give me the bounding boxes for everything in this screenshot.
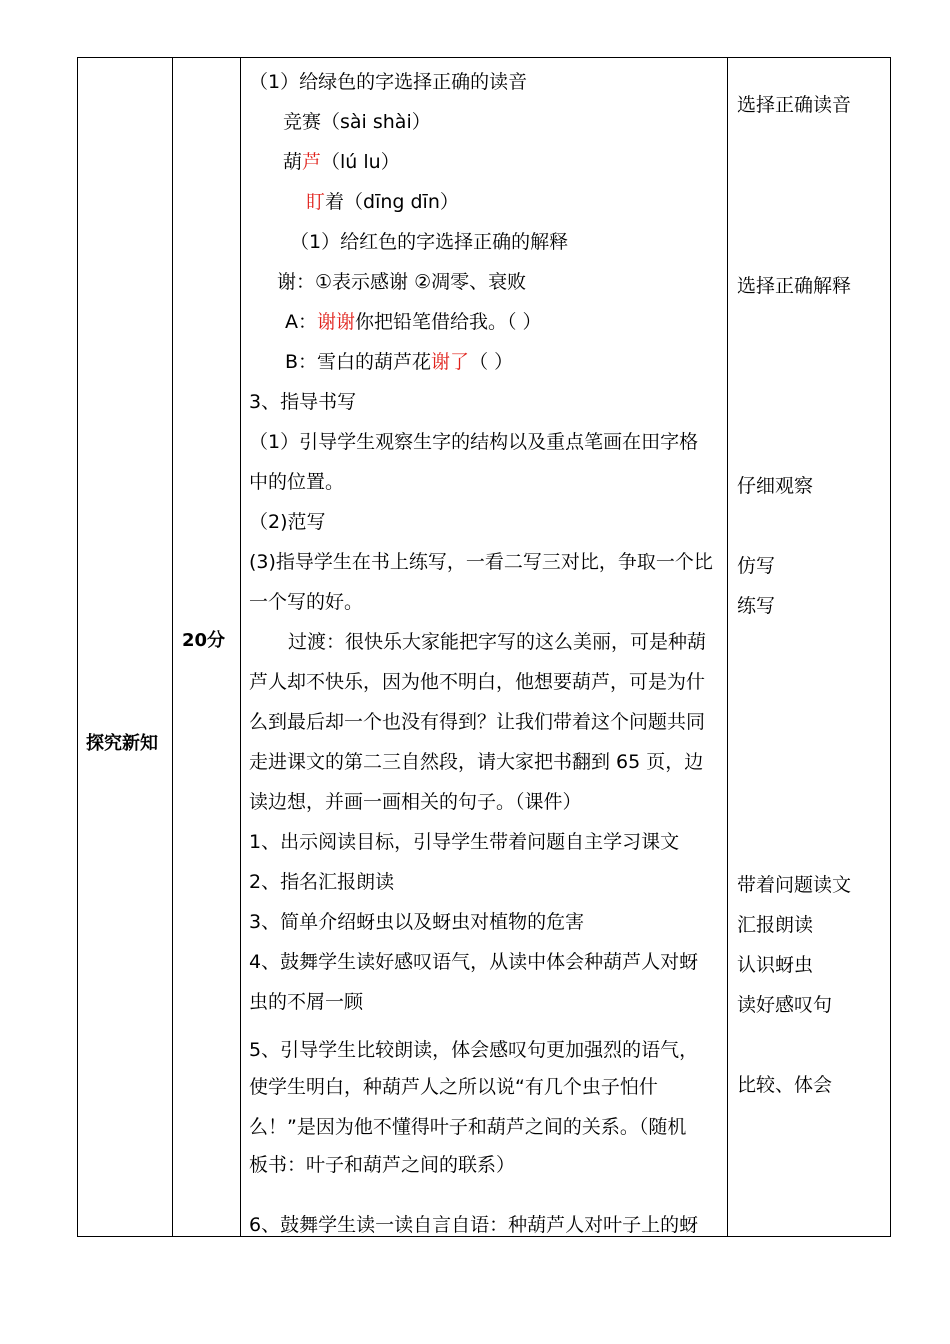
content-line: 走进课文的第二三自然段，请大家把书翻到 65 页，边	[249, 751, 704, 773]
content-line: 板书：叶子和葫芦之间的联系）	[249, 1154, 516, 1176]
table-border-left	[77, 57, 78, 1237]
activity-item: 仔细观察	[737, 475, 814, 497]
section-time: 20分	[182, 630, 226, 651]
content-line: 使学生明白，种葫芦人之所以说“有几个虫子怕什	[249, 1076, 658, 1098]
content-line: 盯着（dīng dīn）	[306, 191, 459, 213]
content-line: 一个写的好。	[249, 591, 364, 613]
content-line: 2、指名汇报朗读	[249, 871, 395, 893]
content-line: 虫的不屑一顾	[249, 991, 364, 1013]
content-line: 谢：①表示感谢 ②凋零、衰败	[277, 271, 527, 293]
content-line: （2)范写	[249, 511, 326, 533]
activity-item: 读好感叹句	[737, 994, 833, 1016]
content-line: 竞赛（sài shài）	[283, 111, 431, 133]
content-line: 3、简单介绍蚜虫以及蚜虫对植物的危害	[249, 911, 585, 933]
activity-item: 选择正确解释	[737, 275, 852, 297]
content-line: A：谢谢你把铅笔借给我。（ ）	[285, 311, 542, 333]
table-border-right	[890, 57, 891, 1237]
content-line: (3)指导学生在书上练写，一看二写三对比，争取一个比	[249, 551, 713, 573]
content-line: 葫芦（lú lu）	[283, 151, 400, 173]
content-line: 过渡：很快乐大家能把字写的这么美丽，可是种葫	[288, 631, 707, 653]
content-line: 5、引导学生比较朗读，体会感叹句更加强烈的语气，	[249, 1039, 699, 1061]
content-line: 3、指导书写	[249, 391, 357, 413]
table-border-top	[77, 57, 891, 58]
content-line: 4、鼓舞学生读好感叹语气，从读中体会种葫芦人对蚜	[249, 951, 699, 973]
content-line: 读边想，并画一画相关的句子。（课件）	[249, 791, 582, 813]
activity-item: 带着问题读文	[737, 874, 852, 896]
content-line: 么！”是因为他不懂得叶子和葫芦之间的关系。（随机	[249, 1116, 687, 1138]
content-line: 么到最后却一个也没有得到？让我们带着这个问题共同	[249, 711, 706, 733]
activity-item: 比较、体会	[737, 1074, 833, 1096]
activity-item: 练写	[737, 595, 776, 617]
content-line: 6、鼓舞学生读一读自言自语：种葫芦人对叶子上的蚜	[249, 1214, 699, 1236]
activity-item: 汇报朗读	[737, 914, 814, 936]
content-line: B：雪白的葫芦花谢了（ ）	[285, 351, 514, 373]
content-line: 中的位置。	[249, 471, 345, 493]
content-line: （1）给绿色的字选择正确的读音	[249, 71, 528, 93]
table-divider-3	[727, 57, 728, 1237]
content-line: （1）引导学生观察生字的结构以及重点笔画在田字格	[249, 431, 699, 453]
content-line: 1、出示阅读目标，引导学生带着问题自主学习课文	[249, 831, 680, 853]
section-name: 探究新知	[86, 733, 158, 754]
table-divider-1	[172, 57, 173, 1237]
table-divider-2	[240, 57, 241, 1237]
content-line: （1）给红色的字选择正确的解释	[290, 231, 569, 253]
activity-item: 选择正确读音	[737, 94, 852, 116]
content-line: 芦人却不快乐，因为他不明白，他想要葫芦，可是为什	[249, 671, 706, 693]
activity-item: 认识蚜虫	[737, 954, 814, 976]
activity-item: 仿写	[737, 555, 776, 577]
